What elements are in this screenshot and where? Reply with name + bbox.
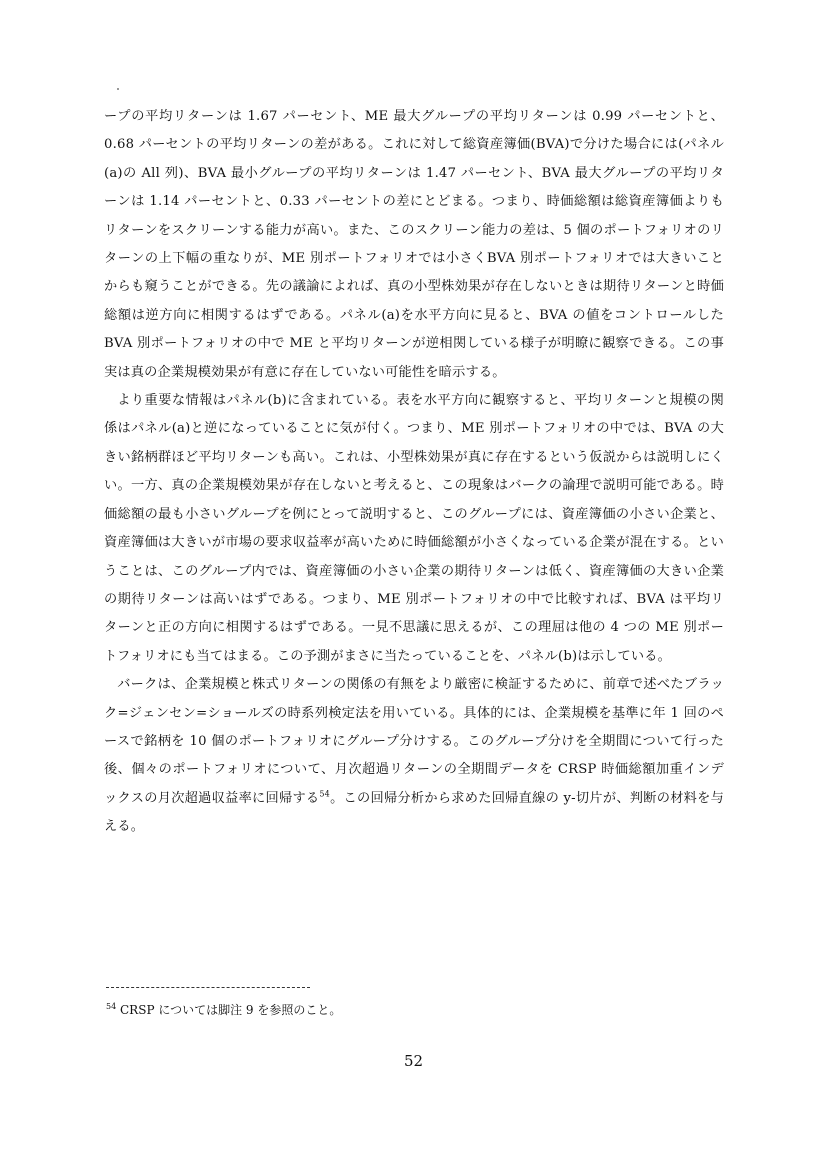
body-text: [104, 103, 724, 842]
paragraph-3-text-after: 。この回帰分析から求めた回帰直線の y-切片が、判断の材料を与える。: [104, 790, 724, 835]
footnote-marker: 54: [106, 1002, 117, 1011]
paragraph-3: [104, 671, 724, 841]
scan-speck: [117, 88, 119, 90]
footnote-separator: [106, 987, 310, 988]
paragraph-2: より重要な情報はパネル(b)に含まれている。表を水平方向に観察すると、平均リターンと規模の関係はパネル(a)と逆になっていることに気が付く。つまり、ME 別ポートフォリオの中では、BVA の大きい銘柄群ほど平均リターンも高い。これは、小型株効果が真に存在するという仮説からは説明しにくい。一方、真の企業規模効果が存在しないと考えると、この現象はバークの論理で説明可能である。時価総額の最も小さいグループを例にとって説明すると、このグループには、資産簿価の小さい企業と、資産簿価は大きいが市場の要求収益率が高いために時価総額が小さくなっている企業が混在する。ということは、このグループ内では、資産簿価の小さい企業の期待リターンは低く、資産簿価の大きい企業の期待リターンは高いはずである。つまり、ME 別ポートフォリオの中で比較すれば、BVA は平均リターンと正の方向に相関するはずである。一見不思議に思えるが、この理屈は他の 4 つの ME 別ポートフォリオにも当てはまる。この予測がまさに当たっていることを、パネル(b)は示している。: [104, 393, 724, 664]
footnote-reference: 54: [319, 789, 330, 799]
page-number: 52: [403, 1052, 424, 1070]
paragraph-3-text-before: バークは、企業規模と株式リターンの関係の有無をより厳密に検証するために、前章で述べたブラック=ジェンセン=ショールズの時系列検定法を用いている。具体的には、企業規模を基準に年 1 回のペースで銘柄を 10 個のポートフォリオにグループ分けする。このグループ分けを全期間について行った後、個々のポートフォリオについて、月次超過リターンの全期間データを CRSP 時価総額加重インデックスの月次超過収益率に回帰する: [104, 677, 724, 806]
footnote: [106, 1000, 726, 1020]
footnote-text: CRSP については脚注 9 を参照のこと。: [116, 1003, 342, 1017]
paragraph-1: ープの平均リターンは 1.67 パーセント、ME 最大グループの平均リターンは 0.99 パーセントと、0.68 パーセントの平均リターンの差がある。これに対して総資産簿価(BVA)で分けた場合には(パネル(a)の All 列)、BVA 最小グループの平均リターンは 1.47 パーセント、BVA 最大グループの平均リターンは 1.14 パーセントと、0.33 パーセントの差にとどまる。つまり、時価総額は総資産簿価よりもリターンをスクリーンする能力が高い。また、このスクリーン能力の差は、5 個のポートフォリオのリターンの上下幅の重なりが、ME 別ポートフォリオでは小さくBVA 別ポートフォリオでは大きいことからも窺うことができる。先の議論によれば、真の小型株効果が存在しないときは期待リターンと時価総額は逆方向に相関するはずである。パネル(a)を水平方向に見ると、BVA の値をコントロールした BVA 別ポートフォリオの中で ME と平均リターンが逆相関している様子が明瞭に観察できる。この事実は真の企業規模効果が有意に存在していない可能性を暗示する。: [104, 109, 724, 380]
